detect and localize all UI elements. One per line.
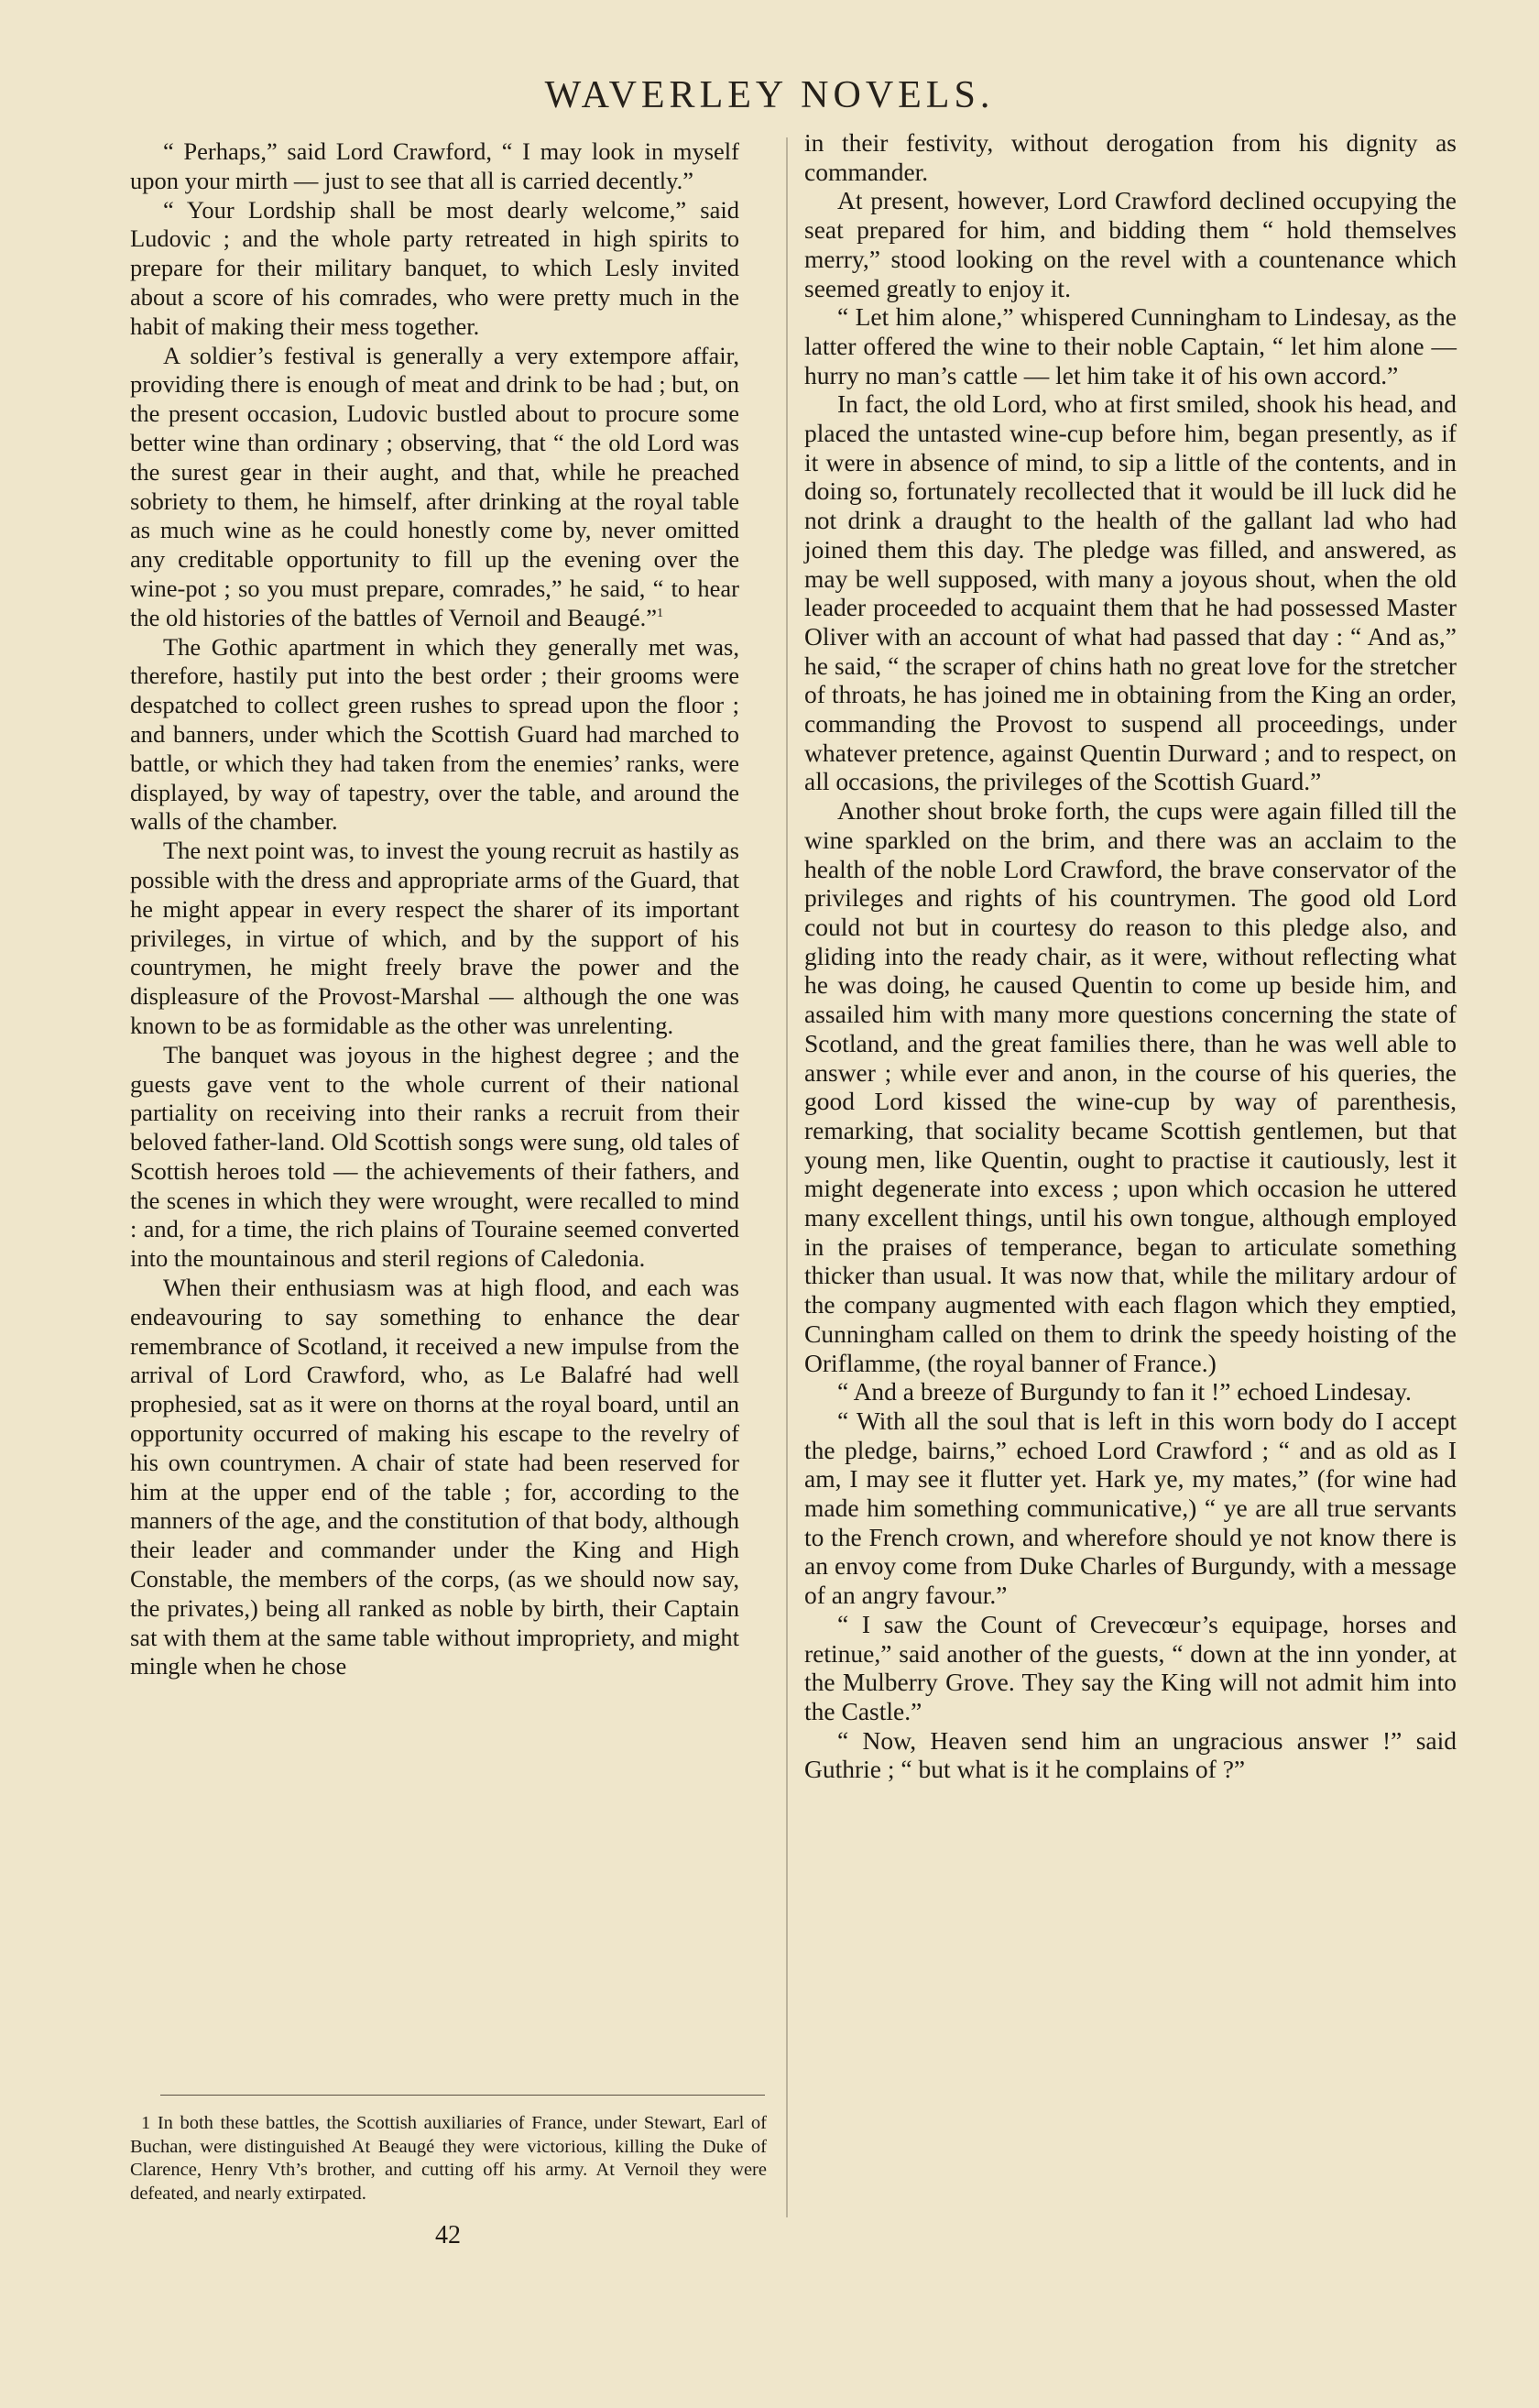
paragraph: “ And a breeze of Burgundy to fan it !” echoed Lindesay.: [837, 1377, 1412, 1406]
paragraph: The next point was, to invest the young recruit as hastily as possible with the dress and appropriate arms of the Guard, that he might appear in every respect the sharer of its important privileges, in virtue of which, and by the support of his countrymen, he might freely brave the power and the displeasure of the Provost-Marshal — although the one was known to be as formidable as the other was unrelenting.: [130, 837, 739, 1039]
footnote-text: 1 In both these battles, the Scottish auxiliaries of France, under Stewart, Earl of Buchan, were distinguished At Beaugé they were victorious, killing the Duke of Clarence, Henry Vth’s brother, and cutting off his army. At Vernoil they were defeated, and nearly extirpated.: [130, 2113, 767, 2204]
paragraph: “ Perhaps,” said Lord Crawford, “ I may look in myself upon your mirth — just to see that all is carried decently.”: [130, 137, 739, 194]
paragraph: In fact, the old Lord, who at first smiled, shook his head, and placed the untasted wine-cup before him, began presently, as if it were in absence of mind, to sip a little of the contents, and in doing so, fortunately recollected that it would be ill luck did he not drink a draught to the health of the gallant lad who had joined them this day. The pledge was filled, and answered, as may be well supposed, with many a joyous shout, when the old leader proceeded to acquaint them that he had possessed Master Oliver with an account of what had passed that day : “ And as,” he said, “ the scraper of chins hath no great love for the stretcher of throats, he has joined me in obtaining from the King an order, commanding the Provost to suspend all proceedings, under whatever pretence, against Quentin Durward ; and to respect, on all occasions, the privileges of the Scottish Guard.”: [804, 389, 1457, 796]
right-column: [804, 128, 1457, 1784]
paragraph: “ With all the soul that is left in this worn body do I accept the pledge, bairns,” echoed Lord Crawford ; “ and as old as I am, I may see it flutter yet. Hark ye, my mates,” (for wine had made him something communicative,) “ ye are all true servants to the French crown, and wherefore should ye not know there is an envoy come from Duke Charles of Burgundy, with a message of an angry favour.”: [804, 1406, 1457, 1610]
paragraph: When their enthusiasm was at high flood, and each was endeavouring to say something to enhance the dear remembrance of Scotland, it received a new impulse from the arrival of Lord Crawford, who, as Le Balafré had well prophesied, sat as it were on thorns at the royal board, until an opportunity occurred of making his escape to the revelry of his own countrymen. A chair of state had been reserved for him at the upper end of the table ; for, according to the manners of the age, and the constitution of that body, although their leader and commander under the King and High Constable, the members of the corps, (as we should now say, the privates,) being all ranked as noble by birth, their Captain sat with them at the same table without impropriety, and might mingle when he chose: [130, 1274, 739, 1680]
footnote-marker: 1: [657, 606, 664, 620]
footnote-rule: [160, 2095, 765, 2096]
paragraph: Another shout broke forth, the cups were again filled till the wine sparkled on the brim, and there was an acclaim to the health of the noble Lord Crawford, the brave conservator of the privileges and rights of his countrymen. The good old Lord could not but in courtesy do reason to this pledge also, and gliding into the ready chair, as it were, without reflecting what he was doing, he caused Quentin to come up beside him, and assailed him with many more questions concerning the state of Scotland, and the great families there, than he was well able to answer ; while ever and anon, in the course of his queries, the good Lord kissed the wine-cup by way of parenthesis, remarking, that sociality became Scottish gentlemen, but that young men, like Quentin, ought to practise it cautiously, lest it might degenerate into excess ; upon which occasion he uttered many excellent things, until his own tongue, although employed in the praises of temperance, began to articulate something thicker than usual. It was now that, while the military ardour of the company augmented with each flagon which they emptied, Cunningham called on them to drink the speedy hoisting of the Oriflamme, (the royal banner of France.): [804, 796, 1457, 1377]
left-column: [130, 137, 739, 1681]
paragraph: [130, 342, 739, 633]
paragraph: The Gothic apartment in which they generally met was, therefore, hastily put into the best order ; their grooms were despatched to collect green rushes to spread upon the floor ; and banners, under which the Scottish Guard had marched to battle, or which they had taken from the enemies’ ranks, were displayed, by way of tapestry, over the table, and around the walls of the chamber.: [130, 632, 739, 836]
page-number: 42: [435, 2221, 461, 2249]
paragraph: At present, however, Lord Crawford declined occupying the seat prepared for him, and bidding them “ hold themselves merry,” stood looking on the revel with a countenance which seemed greatly to enjoy it.: [804, 186, 1457, 302]
paragraph: in their festivity, without derogation from his dignity as commander.: [804, 128, 1457, 186]
footnote: [130, 2112, 767, 2206]
paragraph: “ Now, Heaven send him an ungracious answer !” said Guthrie ; “ but what is it he complains of ?”: [804, 1725, 1457, 1784]
paragraph: “ I saw the Count of Crevecœur’s equipage, horses and retinue,” said another of the guests, “ down at the inn yonder, at the Mulberry Grove. They say the King will not admit him into the Castle.”: [804, 1609, 1457, 1725]
paragraph-text: A soldier’s festival is generally a very extempore affair, providing there is enough of meat and drink to be had ; but, on the present occasion, Ludovic bustled about to procure some better wine than ordinary ; observing, that “ the old Lord was the surest gear in their aught, and that, while he preached sobriety to them, he himself, after drinking at the royal table as much wine as he could honestly come by, never omitted any creditable opportunity to fill up the evening over the wine-pot ; so you must prepare, comrades,” he said, “ to hear the old histories of the battles of Vernoil and Beaugé.”: [130, 341, 739, 631]
paragraph: The banquet was joyous in the highest degree ; and the guests gave vent to the whole current of their national partiality on receiving into their ranks a recruit from their beloved father-land. Old Scottish songs were sung, old tales of Scottish heroes told — the achievements of their fathers, and the scenes in which they were wrought, were recalled to mind : and, for a time, the rich plains of Touraine seemed converted into the mountainous and steril regions of Caledonia.: [130, 1040, 739, 1273]
column-divider: [786, 137, 788, 2217]
paragraph: “ Your Lordship shall be most dearly welcome,” said Ludovic ; and the whole party retreated in high spirits to prepare for their military banquet, to which Lesly invited about a score of his comrades, who were pretty much in the habit of making their mess together.: [130, 195, 739, 340]
running-title: WAVERLEY NOVELS.: [544, 74, 995, 116]
paragraph: “ Let him alone,” whispered Cunningham to Lindesay, as the latter offered the wine to their noble Captain, “ let him alone — hurry no man’s cattle — let him take it of his own accord.”: [804, 302, 1457, 389]
